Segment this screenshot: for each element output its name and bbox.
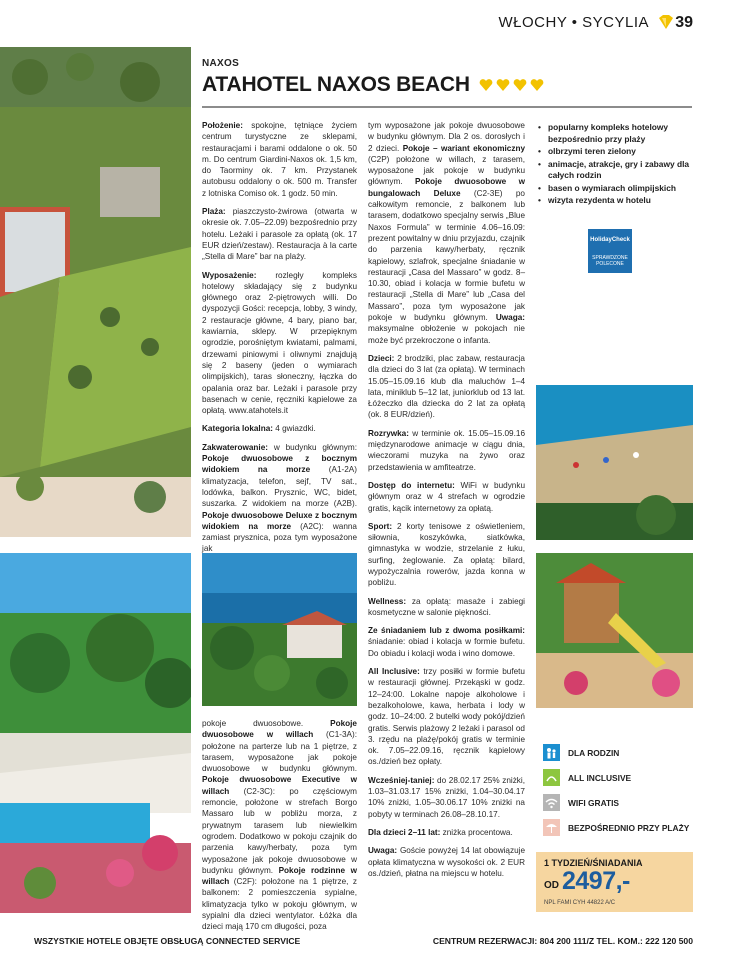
highlight-item: • animacje, atrakcje, gry i zabawy dla całych rodzin xyxy=(536,159,696,182)
price-label: 1 TYDZIEŃ/ŚNIADANIA xyxy=(544,858,643,868)
footer-service-note: WSZYSTKIE HOTELE OBJĘTE OBSŁUGĄ CONNECTED SERVICE xyxy=(34,936,301,946)
price-value: 2497,- xyxy=(562,867,630,895)
rooms-paragraph: pokoje dwuosobowe. Pokoje dwuosobowe w willach (C1-3A): położone na parterze lub na 1 piętrze, z tarasem, wyposażone jak pokoje dwuosobowe w budynku głównym. Pokoje dwuosobowe Executive w willach (C2-3C): po częściowym remoncie, położone w strefach Borgo Massaro lub w pobliżu morza, z prywatnym tarasem lub niewielkim ogrodem. Dodatkowo w pokoju czajnik do parzenia kawy/herbaty, poza tym wyposażone jak pokoje dwuosobowe w budynku głównym. Pokoje rodzinne w willach (C2F): położone na 1 piętrze, z balkonem: 2 pomieszczenia sypialne, klimatyzacja tylko w pokoju głównym, w sypialni dla dzieci wentylator. Łóżka dla dzieci mają 170 cm długości, poza xyxy=(202,719,357,932)
description-column-1-continued xyxy=(202,718,357,932)
villas-sea-photo xyxy=(202,553,357,706)
category-paragraph: Kategoria lokalna: 4 gwiazdki. xyxy=(202,424,316,434)
hotel-title xyxy=(202,73,549,97)
sport-paragraph: Sport: 2 korty tenisowe z oświetleniem, siłownia, koszykówka, siatkówka, gimnastyka w wodzie, strzelanie z łuku, surfing, żeglowanie. Za opłatą: bilard, wypożyczalnia rowerów, jazda konna w pobliżu. xyxy=(368,521,525,588)
wellness-paragraph: Wellness: za opłatą: masaże i zabiegi kosmetyczne w salonie piękności. xyxy=(368,596,525,617)
highlight-item: • olbrzymi teren zielony xyxy=(536,146,696,158)
beach-paragraph: Plaża: piaszczysto-żwirowa (otwarta w okresie ok. 7.05–22.09) bezpośrednio przy hotelu. Leżaki i parasole za opłatą (ok. 17 EUR dzień/zestaw). Restauracja à la carte „Stella di Mare” bar na plaży. xyxy=(202,207,357,262)
pool-photo xyxy=(0,553,191,913)
yellow-diamond-icon xyxy=(657,14,675,30)
family-icon xyxy=(543,744,560,761)
title-divider xyxy=(202,106,692,108)
page-number: 39 xyxy=(675,14,693,31)
hotel-name: ATAHOTEL NAXOS BEACH xyxy=(202,73,470,96)
highlight-item: • basen o wymiarach olimpijskich xyxy=(536,183,696,195)
playground-photo xyxy=(536,553,693,708)
description-column-2 xyxy=(368,120,525,920)
facilities-paragraph: Wyposażenie: rozległy kompleks hotelowy składający się z budynku głównego oraz 2-piętrowych willi. Do dyspozycji Gości: recepcja, lobby, 3 windy, 2 restauracje główne, 4 bary, piano bar, kawiarnia, sklepy. W przepięknym ogrodzie, porośniętym kwiatami, palmami, drzewami piniowymi i oliwnymi znajdują się 2 baseny (jeden o wymiarach olimpijskich), taras słoneczny, łączka do opalania oraz bar. Leżaki i parasole przy basenach w cenie, ręczniki kąpielowe za opłatą. www.atahotels.it xyxy=(202,270,357,416)
beach-photo xyxy=(536,385,693,540)
badge-brand: HolidayCheck xyxy=(590,237,630,243)
holidaycheck-badge xyxy=(588,229,632,273)
highlights-list xyxy=(536,122,696,208)
offer-code: NPL FAMI CYH 44822 A/C xyxy=(544,900,616,906)
highlight-item: • popularny kompleks hotelowy bezpośrednio przy plaży xyxy=(536,122,696,145)
internet-paragraph: Dostęp do internetu: WiFi w budynku głównym oraz w 4 strefach w ogrodzie gratis, kącik internetowy za opłatą. xyxy=(368,480,525,513)
kids-paragraph: Dzieci: 2 brodziki, plac zabaw, restauracja dla dzieci do 3 lat (za opłatą). W terminach 15.05–15.09.16 klub dla maluchów 1–4 lata, miniklub 5–12 lat, juniorklub od 13 lat. Łóżeczko dla dziecka do 2 lat za opłatą (ok. 8 EUR/dzień). xyxy=(368,353,525,420)
legend-label: WIFI GRATIS xyxy=(568,798,620,808)
note-paragraph: Uwaga: Goście powyżej 14 lat obowiązuje opłata klimatyczna w wysokości ok. 2 EUR os./dzień, płatna na miejscu w hotelu. xyxy=(368,846,525,878)
meals-paragraph: Ze śniadaniem lub z dwoma posiłkami: śniadanie: obiad i kolacja w formie bufetu. Do obiadu i kolacji woda i wino domowe. xyxy=(368,626,525,658)
description-column-1 xyxy=(202,120,357,554)
child-discount-paragraph: Dla dzieci 2–11 lat: zniżka procentowa. xyxy=(368,827,513,837)
beach-icon xyxy=(543,819,560,836)
all-inclusive-paragraph: All Inclusive: trzy posiłki w formie bufetu w restauracji głównej. Przekąski w godz. 12–24:00. Lokalne napoje alkoholowe i bezalkoholowe, kawa, herbata i lody w godz. 10–24:00. 2 butelki wody pokój/dzień gratis. Serwis plażowy 2 leżaki i parasol od 3. rzędu na plażę/pokój gratis w terminie ok. 7.05–22.09.16, ręcznik kąpielowy os./dzień bez opłaty. xyxy=(368,667,525,767)
early-booking-paragraph: Wcześniej-taniej: do 28.02.17 25% zniżki, 1.03–31.03.17 15% zniżki, 1.04–30.04.17 10% zniżki, 1.05–30.06.17 10% zniżki na pobyty w terminach 26.08–28.10.17. xyxy=(368,775,525,819)
highlight-item: • wizyta rezydenta w hotelu xyxy=(536,195,696,207)
price-from: OD xyxy=(544,880,559,891)
badge-caption: SPRAWDZONE POLECONE xyxy=(592,255,628,267)
entertainment-paragraph: Rozrywka: w terminie ok. 15.05–15.09.16 międzynarodowe animacje w ciągu dnia, wieczorami muzyka na żywo oraz przedstawienia w amfiteatrze. xyxy=(368,428,525,472)
wifi-icon xyxy=(543,794,560,811)
heart-icon xyxy=(479,78,549,92)
legend-label: ALL INCLUSIVE xyxy=(568,773,632,783)
aerial-resort-photo xyxy=(0,47,191,537)
region-label: WŁOCHY • SYCYLIA xyxy=(498,14,649,31)
location-kicker: NAXOS xyxy=(202,58,240,69)
rooms-continued-paragraph: tym wyposażone jak pokoje dwuosobowe w budynku głównym. Dla 2 os. dorosłych i 2 dzieci. Pokoje – wariant ekonomiczny (C2P) położone w willach, z tarasem, wyposażone jak pokoje w budynku głównym. Pokoje dwuosobowe w bungalowach Deluxe (C2-3E) po całkowitym remoncie, z balkonem lub tarasem, dodatkowo specjalny serwis „Blue Naxos Formula” w terminie 4.06–16.09: prezent powitalny w dniu przyjazdu, czajnik do parzenia kawy/herbaty, ręcznik kąpielowy, szlafrok, specjalne śniadanie w restauracji „Casa del Massaro” w godz. 8–10.30, obiad i kolacja w formie bufetu w restauracji „Stella di Mare” lub „Casa del Massaro”, poza tym wyposażone jak pokoje w budynku głównym. Uwaga: maksymalne obłożenie w pokojach nie może być przekroczone o infanta. xyxy=(368,121,525,345)
all-inclusive-icon xyxy=(543,769,560,786)
legend-label: DLA RODZIN xyxy=(568,748,620,758)
footer-contact: CENTRUM REZERWACJI: 804 200 111/Z TEL. KOM.: 222 120 500 xyxy=(432,936,693,946)
legend-label: BEZPOŚREDNIO PRZY PLAŻY xyxy=(568,823,690,833)
location-paragraph: Położenie: spokojne, tętniące życiem centrum turystyczne ze sklepami, restauracjami i barami oddalone o ok. 50 m. Do centrum Giardini-Naxos ok. 1,5 km, do Taorminy ok. 7 km. Przystanek autobusu oddalony o ok. 500 m. Transfer z lotniska Comiso ok. 1 godz. 50 min. xyxy=(202,121,357,198)
accommodation-paragraph: Zakwaterowanie: w budynku głównym: Pokoje dwuosobowe z bocznym widokiem na morze (A1-2A) klimatyzacja, telefon, sejf, TV sat., lodówka, balkon. Prysznic, WC, bidet, suszarka. Z widokiem na morze (A2B). Pokoje dwuosobowe Deluxe z bocznym widokiem na morze (A2C): wanna zamiast prysznica, poza tym wyposażone jak xyxy=(202,442,357,554)
price-box xyxy=(536,852,693,912)
